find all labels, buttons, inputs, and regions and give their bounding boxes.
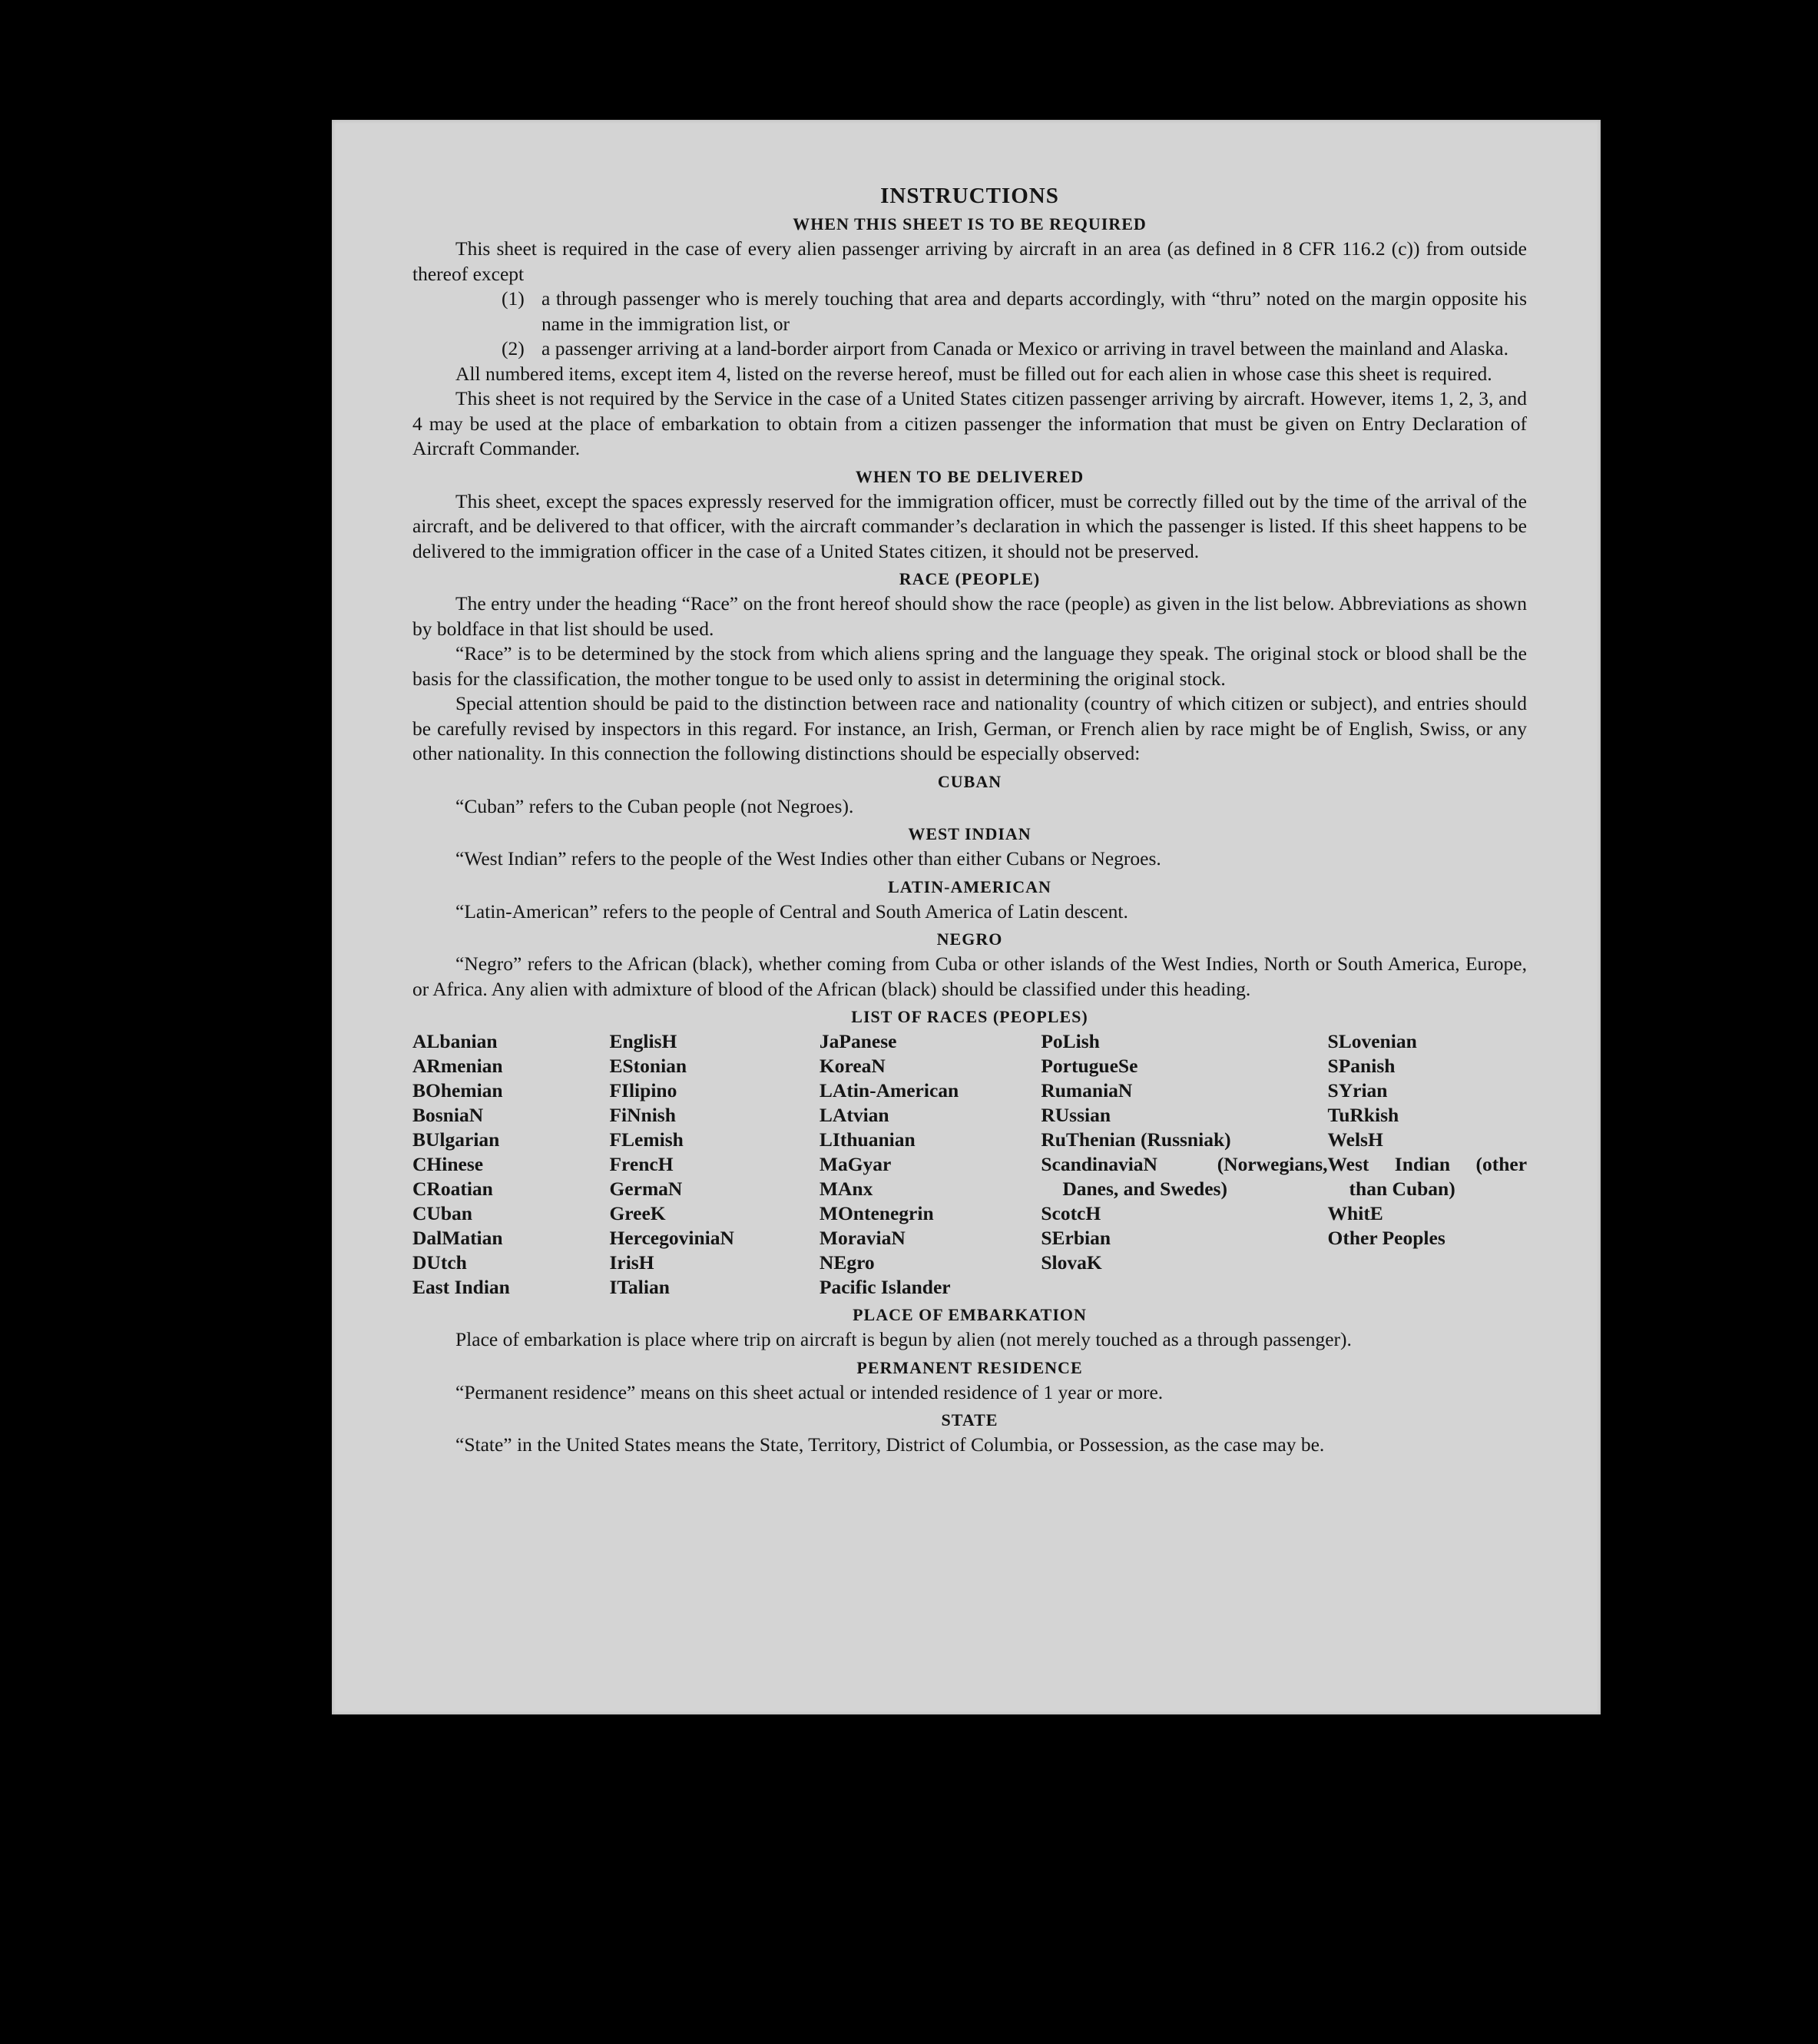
paragraph: All numbered items, except item 4, listed on the reverse hereof, must be filled out for each alien in whose case this sheet is required. [455, 362, 1492, 385]
race-entry: PoLish [1041, 1030, 1100, 1052]
paragraph: “Race” is to be determined by the stock from which aliens spring and the language they speak. The original stock or blood shall be the basis for the classification, the mother tongue to be used only to assist in determining the original stock. [412, 642, 1527, 690]
race-entry: ScandinaviaN (Norwegians, Danes, and Swedes) [1041, 1153, 1328, 1200]
race-entry: Pacific Islander [819, 1276, 951, 1298]
race-entry: MoraviaN [819, 1227, 906, 1249]
race-entry: East Indian [412, 1276, 510, 1298]
heading-latin-american: LATIN-AMERICAN [888, 876, 1051, 896]
race-entry: WhitE [1327, 1202, 1383, 1224]
race-entry: SlovaK [1041, 1251, 1102, 1274]
item-text: a through passenger who is merely touching that area and departs accordingly, with “thru” noted on the margin opposite his name in the immigration list, or [541, 287, 1527, 335]
race-entry: ScotcH [1041, 1202, 1101, 1224]
race-entry: FIlipino [609, 1079, 677, 1102]
paragraph: This sheet is not required by the Service in the case of a United States citizen passenger arriving by aircraft. However, items 1, 2, 3, and 4 may be used at the place of embarkation to obtain from a citizen passenger the information that must be given on Entry Declaration of Aircraft Commander. [412, 387, 1527, 459]
race-entry: FiNnish [609, 1104, 676, 1126]
document-page [332, 120, 1601, 1714]
race-entry: BUlgarian [412, 1128, 500, 1151]
paragraph: “West Indian” refers to the people of the West Indies other than either Cubans or Negroes. [455, 847, 1161, 870]
race-entry: JaPanese [819, 1030, 897, 1052]
heading-when-required: WHEN THIS SHEET IS TO BE REQUIRED [793, 214, 1147, 234]
race-entry: MAnx [819, 1178, 873, 1200]
race-entry: RumaniaN [1041, 1079, 1133, 1102]
race-entry: SLovenian [1327, 1030, 1417, 1052]
heading-cuban: CUBAN [937, 771, 1002, 791]
page-title: INSTRUCTIONS [880, 184, 1059, 208]
race-entry: CHinese [412, 1153, 484, 1175]
race-entry: GreeK [609, 1202, 666, 1224]
race-entry: SPanish [1327, 1055, 1396, 1077]
races-column-1 [412, 1029, 609, 1300]
races-column-5 [1328, 1029, 1527, 1300]
race-entry: EStonian [609, 1055, 687, 1077]
heading-when-delivered: WHEN TO BE DELIVERED [855, 466, 1085, 486]
race-entry: NEgro [819, 1251, 875, 1274]
race-entry: BOhemian [412, 1079, 503, 1102]
paragraph: Place of embarkation is place where trip on aircraft is begun by alien (not merely touched as a through passenger). [455, 1328, 1352, 1350]
race-entry: LAtvian [819, 1104, 889, 1126]
paragraph: “Negro” refers to the African (black), whether coming from Cuba or other islands of the West Indies, North or South America, Europe, or Africa. Any alien with admixture of blood of the African (black) should be classified under this heading. [412, 952, 1527, 1000]
race-entry: FrencH [609, 1153, 674, 1175]
list-item [412, 287, 1527, 336]
race-entry: SYrian [1327, 1079, 1388, 1102]
race-entry: LIthuanian [819, 1128, 916, 1151]
race-entry: ARmenian [412, 1055, 503, 1077]
race-entry: RuThenian (Russniak) [1041, 1128, 1231, 1151]
race-entry: Other Peoples [1327, 1227, 1445, 1249]
race-entry: EnglisH [609, 1030, 677, 1052]
item-text: a passenger arriving at a land-border airport from Canada or Mexico or arriving in travel between the mainland and Alaska. [541, 337, 1508, 359]
race-entry: ALbanian [412, 1030, 498, 1052]
race-entry: GermaN [609, 1178, 683, 1200]
heading-place-of-embarkation: PLACE OF EMBARKATION [853, 1305, 1087, 1324]
list-item [412, 336, 1527, 362]
race-entry: BosniaN [412, 1104, 484, 1126]
race-entry: CRoatian [412, 1178, 493, 1200]
race-entry: PortugueSe [1041, 1055, 1138, 1077]
race-entry: ITalian [609, 1276, 670, 1298]
race-entry: DUtch [412, 1251, 467, 1274]
race-entry: IrisH [609, 1251, 654, 1274]
race-entry: MaGyar [819, 1153, 892, 1175]
paragraph: This sheet, except the spaces expressly reserved for the immigration officer, must be correctly filled out by the time of the arrival of the aircraft, and be delivered to that officer, with the aircraft commander’s declaration in which the passenger is listed. If this sheet happens to be delivered to the immigration officer in the case of a United States citizen, it should not be preserved. [412, 489, 1527, 562]
race-entry: TuRkish [1327, 1104, 1399, 1126]
paragraph: “Latin-American” refers to the people of Central and South America of Latin descent. [455, 899, 1128, 923]
race-entry: West Indian (other than Cuban) [1327, 1153, 1528, 1200]
race-entry: DalMatian [412, 1227, 503, 1249]
race-entry: FLemish [609, 1128, 684, 1151]
race-entry: MOntenegrin [819, 1202, 934, 1224]
paragraph: The entry under the heading “Race” on the front hereof should show the race (people) as given in the list below. Abbreviations as shown by boldface in that list should be used. [412, 592, 1527, 640]
race-entry: HercegoviniaN [609, 1227, 734, 1249]
heading-negro: NEGRO [936, 929, 1003, 949]
paragraph: This sheet is required in the case of every alien passenger arriving by aircraft in an area (as defined in 8 CFR 116.2 (c)) from outside thereof except [412, 237, 1527, 285]
paragraph: “State” in the United States means the State, Territory, District of Columbia, or Possession, as the case may be. [455, 1433, 1325, 1456]
item-number: (2) [502, 337, 525, 359]
heading-west-indian: WEST INDIAN [908, 824, 1032, 843]
heading-state: STATE [941, 1410, 998, 1429]
item-number: (1) [502, 287, 525, 310]
race-entry: CUban [412, 1202, 472, 1224]
heading-permanent-residence: PERMANENT RESIDENCE [856, 1357, 1083, 1377]
races-column-3 [820, 1029, 1041, 1300]
paragraph: “Cuban” refers to the Cuban people (not Negroes). [455, 794, 854, 817]
heading-race: RACE (PEOPLE) [899, 569, 1041, 588]
paragraph: Special attention should be paid to the distinction between race and nationality (country of which citizen or subject), and entries should be carefully revised by inspectors in this regard. For instance, an Irish, German, or French alien by race might be of English, Swiss, or any other nationality. In this connection the following distinctions should be especially observed: [412, 692, 1527, 764]
race-entry: LAtin-American [819, 1079, 959, 1102]
races-column-4 [1041, 1029, 1327, 1300]
paragraph: “Permanent residence” means on this sheet actual or intended residence of 1 year or more. [455, 1380, 1164, 1403]
race-entry: SErbian [1041, 1227, 1111, 1249]
heading-list-of-races: LIST OF RACES (PEOPLES) [851, 1007, 1088, 1026]
race-entry: KoreaN [819, 1055, 886, 1077]
races-column-2 [609, 1029, 819, 1300]
races-table [412, 1029, 1527, 1300]
race-entry: RUssian [1041, 1104, 1111, 1126]
race-entry: WelsH [1327, 1128, 1383, 1151]
